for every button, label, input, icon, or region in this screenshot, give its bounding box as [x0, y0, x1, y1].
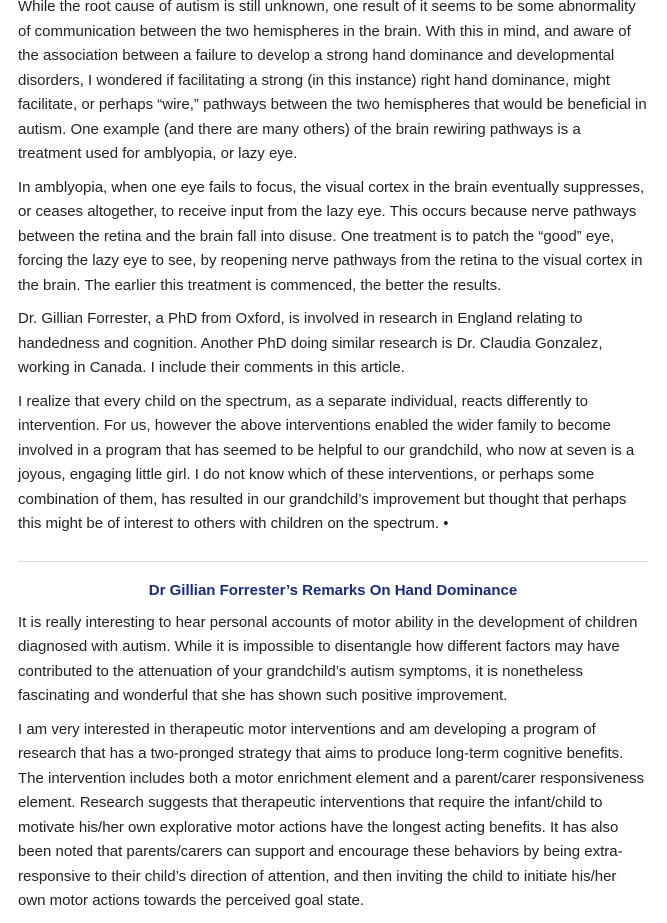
intro-paragraph-4: I realize that every child on the spectrum, as a separate individual, reacts differently to intervention. For us, however the above interventions enabled the wider family to become involved in a program that has seemed to be helpful to our grandchild, who now at seven is a joyous, engaging little girl. I do not know which of these interventions, or perhaps some combination of them, has resulted in our grandchild’s improvement but thought that perhaps this might be of interest to others with children on the spectrum. • — [18, 392, 635, 532]
intro-paragraph-2: In amblyopia, when one eye fails to focus, the visual cortex in the brain eventually suppresses, or ceases altogether, to receive input from the lazy eye. This occurs because nerve pathways between the retina and the brain fall into disuse. One treatment is to patch the “good” eye, forcing the lazy eye to see, by reopening nerve pathways from the retina to the visual cortex in the brain. The earlier this treatment is commenced, the better the results. — [18, 178, 645, 294]
section-heading: Dr Gillian Forrester’s Remarks On Hand Dominance — [148, 581, 518, 599]
intro-paragraph-1: While the root cause of autism is still unknown, one result of it seems to be some abnormality of communication between the two hemispheres in the brain. With this in mind, and aware of the association between a failure to develop a strong hand dominance and developmental disorders, I wondered if facilitating a strong (in this instance) right hand dominance, might facilitate, or perhaps “wire,” pathways between the two hemispheres that would be beneficial in autism. One example (and there are many others) of the brain rewiring pathways is a treatment used for amblyopia, or lazy eye. — [18, 0, 647, 162]
section-paragraph-2: I am very interested in therapeutic motor interventions and am developing a program of research that has a two-pronged strategy that aims to produce long-term cognitive benefits. The intervention includes both a motor enrichment element and a parent/carer responsiveness element. Research suggests that therapeutic interventions that require the infant/child to motivate his/her own explorative motor actions have the longest acting benefits. It has also been noted that parents/carers can support and encourage these behaviors by being extra-responsive to their child’s direction of attention, and then inviting the child to initiate his/her own motor actions towards the perceived goal state. — [18, 720, 645, 909]
article-body — [18, 0, 648, 923]
section-paragraph-1: It is really interesting to hear personal accounts of motor ability in the development of children diagnosed with autism. While it is impossible to disentangle how different factors may have contributed to the attenuation of your grandchild’s autism symptoms, it is nonetheless fascinating and wonderful that she has shown such positive improvement. — [18, 613, 638, 704]
intro-paragraph-3: Dr. Gillian Forrester, a PhD from Oxford, is involved in research in England relating to handedness and cognition. Another PhD doing similar research is Dr. Claudia Gonzalez, working in Canada. I include their comments in this article. — [18, 310, 603, 376]
section-divider — [18, 561, 648, 562]
